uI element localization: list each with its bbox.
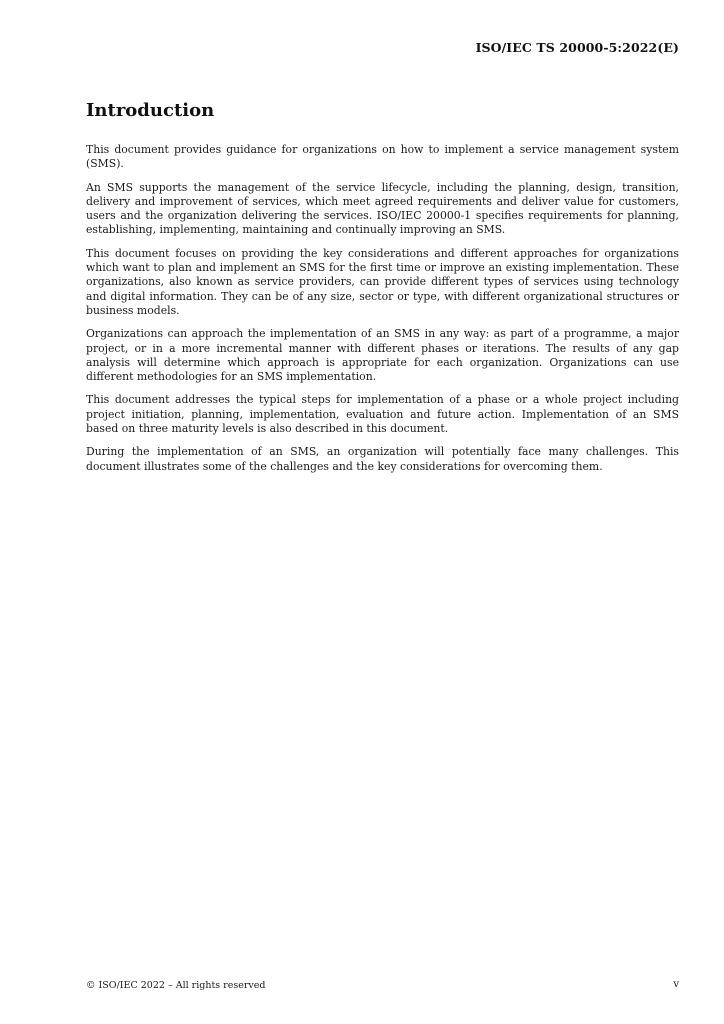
document-identifier: ISO/IEC TS 20000-5:2022(E): [475, 40, 679, 55]
paragraph: This document addresses the typical steps for implementation of a phase or a whole project including project initiation, planning, implementation, evaluation and future action. Implementation of an SMS based on three maturity levels is also described in this document.: [86, 393, 679, 436]
section-title: Introduction: [86, 100, 215, 121]
copyright-notice: © ISO/IEC 2022 – All rights reserved: [86, 980, 266, 991]
paragraph: An SMS supports the management of the service lifecycle, including the planning, design, transition, delivery and improvement of services, which meet agreed requirements and deliver value for customers, users and the organization delivering the services. ISO/IEC 20000-1 specifies requirements for planning, establishing, implementing, maintaining and continually improving an SMS.: [86, 180, 679, 237]
section-body: [86, 143, 679, 483]
page-number: v: [673, 979, 679, 990]
paragraph: This document focuses on providing the key considerations and different approaches for organizations which want to plan and implement an SMS for the first time or improve an existing implementation. These organizations, also known as service providers, can provide different types of services using technology and digital information. They can be of any size, sector or type, with different organizational structures or business models.: [86, 246, 679, 317]
paragraph: During the implementation of an SMS, an organization will potentially face many challenges. This document illustrates some of the challenges and the key considerations for overcoming them.: [86, 445, 679, 473]
paragraph: This document provides guidance for organizations on how to implement a service management system (SMS).: [86, 143, 679, 171]
paragraph: Organizations can approach the implementation of an SMS in any way: as part of a programme, a major project, or in a more incremental manner with different phases or iterations. The results of any gap analysis will determine which approach is appropriate for each organization. Organizations can use different methodologies for an SMS implementation.: [86, 327, 679, 384]
